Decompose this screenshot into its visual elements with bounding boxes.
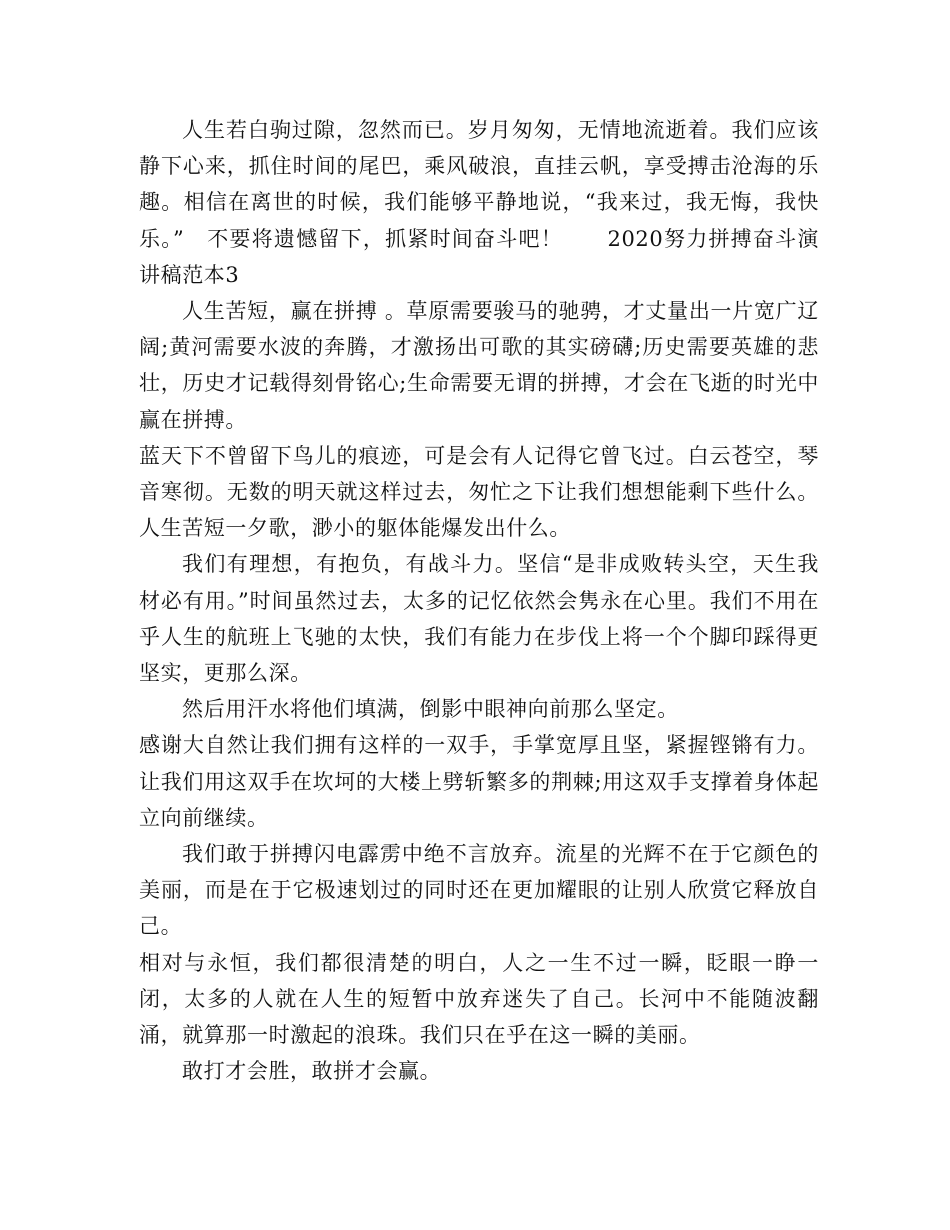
paragraph-8: 相对与永恒，我们都很清楚的明白，人之一生不过一瞬，眨眼一睁一闭，太多的人就在人生的短暂中放弃迷失了自己。长河中不能随波翻涌，就算那一时激起的浪珠。我们只在乎在这一瞬的美丽。 xyxy=(139,950,819,1048)
document-body xyxy=(139,112,819,1089)
paragraph-9: 敢打才会胜，敢拼才会赢。 xyxy=(182,1059,442,1084)
paragraph-4: 我们有理想，有抱负，有战斗力。坚信“是非成败转头空，天生我材必有用。”时间虽然过去，太多的记忆依然会隽永在心里。我们不用在乎人生的航班上飞驰的太快，我们有能力在步伐上将一个个脚印踩得更坚实，更那么深。 xyxy=(139,552,819,686)
paragraph-6: 感谢大自然让我们拥有这样的一双手，手掌宽厚且坚，紧握铿锵有力。让我们用这双手在坎坷的大楼上劈斩繁多的荆棘;用这双手支撑着身体起立向前继续。 xyxy=(139,733,819,830)
paragraph-3: 蓝天下不曾留下鸟儿的痕迹，可是会有人记得它曾飞过。白云苍空，琴音寒彻。无数的明天就这样过去，匆忙之下让我们想想能剩下些什么。人生苦短一夕歌，渺小的躯体能爆发出什么。 xyxy=(139,443,819,541)
paragraph-2: 人生苦短，赢在拼搏 。草原需要骏马的驰骋，才丈量出一片宽广辽阔;黄河需要水波的奔腾，才激扬出可歌的其实磅礴;历史需要英雄的悲壮，历史才记载得刻骨铭心;生命需要无谓的拼搏，才会在飞逝的时光中赢在拼搏。 xyxy=(139,299,819,432)
paragraph-7: 我们敢于拼搏闪电霹雳中绝不言放弃。流星的光辉不在于它颜色的美丽，而是在于它极速划过的同时还在更加耀眼的让别人欣赏它释放自己。 xyxy=(139,842,819,939)
paragraph-1: 人生若白驹过隙，忽然而已。岁月匆匆，无情地流逝着。我们应该静下心来，抓住时间的尾巴，乘风破浪，直挂云帆，享受搏击沧海的乐趣。相信在离世的时候，我们能够平静地说，“我来过，我无悔，我快乐。” 不要将遗憾留下，抓紧时间奋斗吧！ 2020努力拼搏奋斗演讲稿范本3 xyxy=(139,118,819,287)
paragraph-5: 然后用汗水将他们填满，倒影中眼神向前那么坚定。 xyxy=(182,697,679,722)
